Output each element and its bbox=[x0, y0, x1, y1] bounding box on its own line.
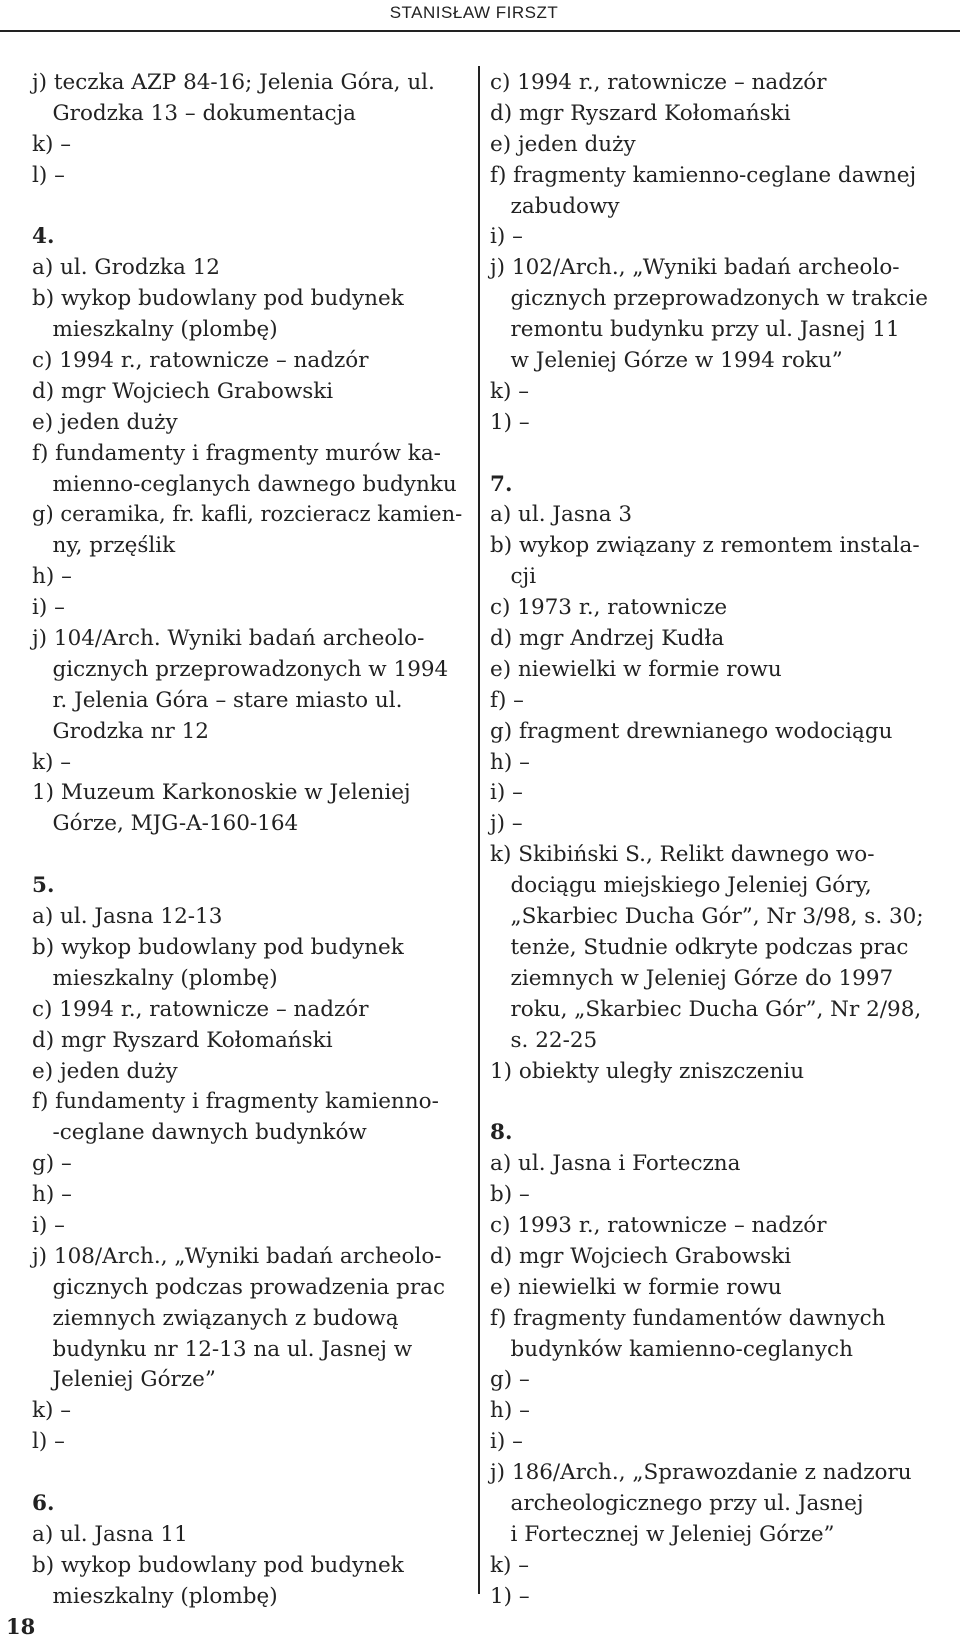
entry-line: k) – bbox=[32, 131, 72, 157]
entry-line: ziemnych w Jeleniej Górze do 1997 bbox=[490, 965, 894, 991]
entry-line: gicznych podczas prowadzenia prac bbox=[32, 1274, 446, 1300]
entry-line: c) 1994 r., ratownicze – nadzór bbox=[490, 70, 827, 95]
entry-line: j) – bbox=[490, 811, 523, 837]
entry-line: remontu budynku przy ul. Jasnej 11 bbox=[490, 317, 900, 343]
entry-number: 4. bbox=[32, 224, 55, 250]
entry-line: Górze, MJG-A-160-164 bbox=[32, 811, 299, 837]
right-column bbox=[490, 68, 950, 1613]
entry-line: Grodzka 13 – dokumentacja bbox=[32, 100, 356, 126]
entry-line: e) niewielki w formie rowu bbox=[490, 656, 782, 682]
entry-line: d) mgr Wojciech Grabowski bbox=[490, 1243, 792, 1269]
entry-line: k) Skibiński S., Relikt dawnego wo- bbox=[490, 842, 875, 868]
entry-line: f) fundamenty i fragmenty kamienno- bbox=[32, 1089, 439, 1115]
blank-line bbox=[32, 840, 462, 871]
entry-line: a) ul. Jasna 3 bbox=[490, 502, 633, 528]
running-header bbox=[0, 0, 948, 34]
entry-line: f) fragmenty fundamentów dawnych bbox=[490, 1305, 886, 1331]
entry-line: cji bbox=[490, 564, 537, 590]
entry-line: b) wykop budowlany pod budynek bbox=[32, 1552, 404, 1578]
entry-line: i) – bbox=[490, 224, 523, 250]
entry-line: c) 1994 r., ratownicze – nadzór bbox=[32, 996, 369, 1022]
entry-line: k) – bbox=[490, 1552, 530, 1578]
entry-line: e) jeden duży bbox=[32, 1058, 178, 1084]
entry-line: h) – bbox=[32, 1182, 72, 1208]
entry-line: 1) obiekty uległy zniszczeniu bbox=[490, 1058, 805, 1084]
entry-line: s. 22-25 bbox=[490, 1027, 598, 1053]
entry-line: dociągu miejskiego Jeleniej Góry, bbox=[490, 873, 872, 899]
entry-line: mieszkalny (plombę) bbox=[32, 1583, 278, 1609]
entry-line: e) niewielki w formie rowu bbox=[490, 1274, 782, 1300]
entry-line: Jeleniej Górze” bbox=[32, 1367, 216, 1393]
entry-line: a) ul. Jasna 11 bbox=[32, 1521, 188, 1547]
entry-line: budynków kamienno-ceglanych bbox=[490, 1336, 853, 1362]
entry-line: i) – bbox=[490, 780, 523, 806]
entry-line: f) – bbox=[490, 687, 524, 713]
entry-line: h) – bbox=[490, 749, 530, 775]
entry-line: g) – bbox=[490, 1367, 530, 1393]
blank-line bbox=[32, 1458, 462, 1489]
entry-line: tenże, Studnie odkryte podczas prac bbox=[490, 934, 909, 960]
entry-line: gicznych przeprowadzonych w 1994 bbox=[32, 656, 449, 682]
entry-line: k) – bbox=[32, 749, 72, 775]
entry-line: a) ul. Grodzka 12 bbox=[32, 255, 220, 281]
entry-line: d) mgr Wojciech Grabowski bbox=[32, 378, 334, 404]
entry-line: b) wykop budowlany pod budynek bbox=[32, 934, 404, 960]
entry-line: g) fragment drewnianego wodociągu bbox=[490, 718, 893, 744]
entry-line: g) ceramika, fr. kafli, rozcieracz kamien- bbox=[32, 502, 463, 528]
entry-line: e) jeden duży bbox=[32, 409, 178, 435]
entry-line: mieszkalny (plombę) bbox=[32, 965, 278, 991]
entry-line: i) – bbox=[32, 1212, 65, 1238]
entry-line: c) 1973 r., ratownicze bbox=[490, 595, 728, 621]
entry-number: 7. bbox=[490, 471, 513, 497]
entry-line: 1) – bbox=[490, 409, 530, 435]
entry-line: g) – bbox=[32, 1151, 72, 1177]
entry-line: b) wykop związany z remontem instala- bbox=[490, 533, 920, 559]
entry-line: -ceglane dawnych budynków bbox=[32, 1120, 367, 1146]
column-divider bbox=[478, 66, 480, 1594]
entry-line: gicznych przeprowadzonych w trakcie bbox=[490, 286, 928, 312]
entry-line: j) 104/Arch. Wyniki badań archeolo- bbox=[32, 626, 425, 652]
entry-line: i) – bbox=[490, 1429, 523, 1455]
entry-line: mieszkalny (plombę) bbox=[32, 317, 278, 343]
entry-number: 8. bbox=[490, 1120, 513, 1146]
entry-number: 5. bbox=[32, 873, 55, 899]
entry-line: 1) Muzeum Karkonoskie w Jeleniej bbox=[32, 780, 411, 806]
entry-line: h) – bbox=[32, 564, 72, 590]
entry-line: a) ul. Jasna i Forteczna bbox=[490, 1151, 741, 1177]
entry-line: „Skarbiec Ducha Gór”, Nr 3/98, s. 30; bbox=[490, 904, 924, 930]
entry-line: archeologicznego przy ul. Jasnej bbox=[490, 1490, 864, 1516]
entry-line: c) 1994 r., ratownicze – nadzór bbox=[32, 348, 369, 374]
running-title: STANISŁAW FIRSZT bbox=[389, 3, 559, 22]
entry-line: c) 1993 r., ratownicze – nadzór bbox=[490, 1212, 827, 1238]
entry-line: j) 108/Arch., „Wyniki badań archeolo- bbox=[32, 1243, 442, 1269]
entry-line: i) – bbox=[32, 595, 65, 621]
blank-line bbox=[490, 1087, 950, 1118]
page-number: 18 bbox=[6, 1614, 36, 1639]
entry-line: f) fragmenty kamienno-ceglane dawnej bbox=[490, 162, 917, 188]
entry-line: mienno-ceglanych dawnego budynku bbox=[32, 471, 457, 497]
entry-line: k) – bbox=[32, 1398, 72, 1424]
entry-line: j) 102/Arch., „Wyniki badań archeolo- bbox=[490, 255, 900, 281]
entry-line: i Fortecznej w Jeleniej Górze” bbox=[490, 1521, 835, 1547]
entry-line: l) – bbox=[32, 1429, 65, 1455]
entry-line: ny, przęślik bbox=[32, 533, 176, 559]
entry-number: 6. bbox=[32, 1490, 55, 1516]
entry-line: r. Jelenia Góra – stare miasto ul. bbox=[32, 687, 403, 713]
entry-line: 1) – bbox=[490, 1583, 530, 1609]
entry-line: d) mgr Ryszard Kołomański bbox=[32, 1027, 333, 1053]
entry-line: l) – bbox=[32, 162, 65, 188]
entry-line: j) teczka AZP 84-16; Jelenia Góra, ul. bbox=[32, 70, 435, 95]
entry-line: w Jeleniej Górze w 1994 roku” bbox=[490, 348, 843, 374]
entry-line: d) mgr Andrzej Kudła bbox=[490, 626, 725, 652]
header-rule bbox=[0, 30, 960, 32]
entry-line: Grodzka nr 12 bbox=[32, 718, 209, 744]
entry-line: b) wykop budowlany pod budynek bbox=[32, 286, 404, 312]
entry-line: zabudowy bbox=[490, 193, 620, 219]
entry-line: b) – bbox=[490, 1182, 530, 1208]
entry-line: f) fundamenty i fragmenty murów ka- bbox=[32, 440, 441, 466]
blank-line bbox=[490, 439, 950, 470]
left-column bbox=[32, 68, 462, 1613]
entry-line: ziemnych związanych z budową bbox=[32, 1305, 399, 1331]
entry-line: d) mgr Ryszard Kołomański bbox=[490, 100, 791, 126]
entry-line: k) – bbox=[490, 378, 530, 404]
entry-line: h) – bbox=[490, 1398, 530, 1424]
entry-line: roku, „Skarbiec Ducha Gór”, Nr 2/98, bbox=[490, 996, 922, 1022]
entry-line: j) 186/Arch., „Sprawozdanie z nadzoru bbox=[490, 1460, 912, 1486]
entry-line: e) jeden duży bbox=[490, 131, 636, 157]
entry-line: a) ul. Jasna 12-13 bbox=[32, 904, 223, 930]
blank-line bbox=[32, 192, 462, 223]
entry-line: budynku nr 12-13 na ul. Jasnej w bbox=[32, 1336, 413, 1362]
